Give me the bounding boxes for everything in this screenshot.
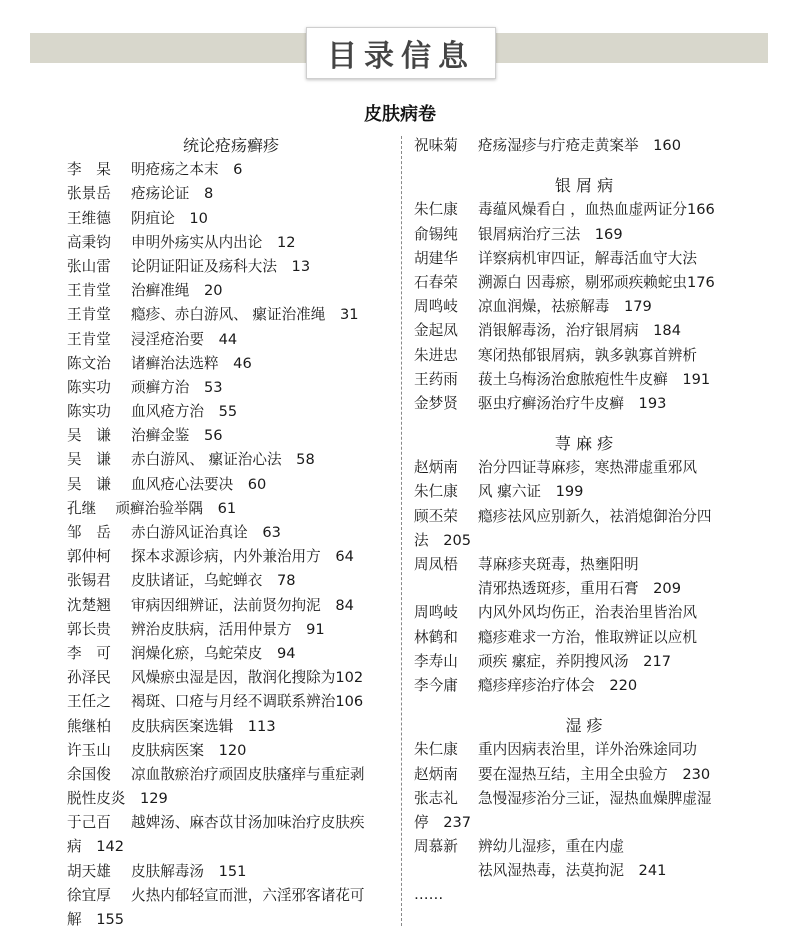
author-name: 吴 谦	[67, 451, 111, 469]
author-name: 李 可	[67, 644, 111, 662]
author-name: 胡天雄	[67, 862, 111, 880]
author-name: 赵炳南	[414, 765, 458, 783]
toc-entry[interactable]	[414, 835, 754, 859]
toc-text: 明疮疡之本末 6	[131, 161, 243, 179]
toc-entry-continued[interactable]	[67, 908, 395, 932]
author-name: 金起凤	[414, 322, 458, 340]
author-name: 周慕新	[414, 838, 458, 856]
toc-text: 消银解毒汤，治疗银屑病 184	[478, 322, 681, 340]
author-name: 熊继柏	[67, 717, 111, 735]
author-name: 周凤梧	[414, 556, 458, 573]
author-name: 胡建华	[414, 249, 458, 267]
toc-entry[interactable]	[414, 368, 754, 392]
toc-entry[interactable]	[414, 319, 754, 343]
author-name: 王肯堂	[67, 330, 111, 348]
toc-text: 辨治皮肤病，活用仲景方 91	[131, 620, 325, 638]
author-name: 沈楚翘	[67, 596, 111, 614]
left-column	[67, 134, 395, 932]
toc-entry[interactable]	[67, 376, 395, 400]
toc-entry-continued[interactable]	[414, 859, 754, 883]
author-name: 郭仲柯	[67, 548, 111, 566]
toc-text: 菝土乌梅汤治愈脓疱性牛皮癣 191	[478, 370, 711, 388]
toc-text: 褐斑、口疮与月经不调联系辨治106	[131, 693, 364, 711]
toc-entry[interactable]	[67, 207, 395, 231]
toc-entry[interactable]	[67, 811, 395, 835]
toc-text: 法 205	[414, 531, 472, 549]
toc-text: 论阴证阳证及疡科大法 13	[131, 257, 311, 275]
ellipsis: ……	[414, 886, 444, 904]
toc-text: 凉血散瘀治疗顽固皮肤瘙痒与重症剥	[131, 765, 365, 783]
toc-entry[interactable]	[414, 626, 754, 650]
column-divider	[401, 136, 402, 926]
toc-entry[interactable]	[414, 650, 754, 674]
author-name: 许玉山	[67, 741, 111, 759]
toc-entry[interactable]	[67, 303, 395, 327]
author-name: 孙泽民	[67, 669, 111, 687]
toc-entry[interactable]	[67, 473, 395, 497]
author-name: 王肯堂	[67, 282, 111, 300]
toc-text: 凉血润燥，祛瘀解毒 179	[478, 298, 652, 316]
toc-text: 急慢湿疹治分三证，湿热血燥脾虚湿	[478, 789, 712, 807]
toc-entry[interactable]	[67, 448, 395, 472]
toc-entry[interactable]	[67, 231, 395, 255]
author-name: 祝味菊	[414, 137, 458, 154]
toc-entry[interactable]	[414, 505, 754, 529]
toc-text: 赤白游风、 瘰证治心法 58	[131, 451, 315, 469]
toc-text: 顽癣方治 53	[131, 378, 223, 396]
author-name: 王药雨	[414, 370, 458, 388]
author-name: 郭长贵	[67, 620, 111, 638]
author-name: 于己百	[67, 814, 111, 832]
toc-text: 孔继 顽癣治验举隅 61	[67, 499, 237, 517]
author-name: 金梦贤	[414, 394, 458, 412]
toc-text: 驱虫疗癣汤治疗牛皮癣 193	[478, 394, 667, 412]
toc-text: 皮肤诸证，乌蛇蝉衣 78	[131, 572, 296, 590]
author-name: 王任之	[67, 693, 111, 711]
author-name: 张山雷	[67, 257, 111, 275]
toc-entry[interactable]	[67, 642, 395, 666]
section-heading: 荨 麻 疹	[554, 434, 614, 454]
header-title: 目录信息	[306, 27, 496, 79]
author-name: 陈实功	[67, 378, 111, 396]
toc-entry[interactable]	[67, 884, 395, 908]
section-heading: 湿 疹	[565, 716, 603, 736]
toc-entry[interactable]	[414, 674, 754, 698]
toc-text: 解 155	[67, 911, 125, 928]
toc-text: 皮肤病医案 120	[131, 741, 247, 759]
toc-text: 审病因细辨证，法前贤勿拘泥 84	[131, 596, 354, 614]
toc-entry[interactable]	[414, 392, 754, 416]
toc-entry[interactable]	[414, 763, 754, 787]
toc-text: 诸癣治法选粹 46	[131, 354, 252, 372]
toc-entry[interactable]	[414, 271, 754, 295]
toc-text: 瘾疹祛风应别新久，祛消熄御治分四	[478, 507, 712, 525]
toc-text: 溯源白 因毒瘀，剔邪顽疾赖蛇虫176	[478, 273, 715, 291]
toc-entry[interactable]	[67, 715, 395, 739]
toc-text: 瘾疹难求一方治，惟取辨证以应机	[478, 628, 697, 646]
toc-text: 清邪热透斑疹，重用石膏 209	[478, 580, 681, 598]
toc-text: 火热内郁轻宣而泄，六淫邪客诸花可	[131, 886, 365, 904]
toc-entry[interactable]	[414, 247, 754, 271]
author-name: 石春荣	[414, 273, 458, 291]
author-name: 赵炳南	[414, 459, 458, 477]
author-name: 徐宜厚	[67, 886, 111, 904]
toc-text: 探本求源诊病，内外兼治用方 64	[131, 548, 354, 566]
toc-entry[interactable]	[414, 480, 754, 504]
toc-entry[interactable]	[67, 424, 395, 448]
toc-entry[interactable]	[67, 400, 395, 424]
toc-text: 风燥瘀虫湿是因，散润化搜除为102	[131, 669, 364, 687]
section-heading: 银 屑 病	[554, 176, 614, 196]
toc-entry[interactable]	[67, 279, 395, 303]
toc-text: 赤白游风证治真诠 63	[131, 524, 281, 541]
author-name: 陈文治	[67, 354, 111, 372]
author-name: 王肯堂	[67, 306, 111, 324]
toc-entry[interactable]	[414, 295, 754, 319]
toc-entry[interactable]	[414, 601, 754, 625]
author-name: 李 杲	[67, 161, 111, 179]
toc-entry-continued[interactable]	[414, 577, 754, 601]
toc-text: 越婢汤、麻杏苡甘汤加味治疗皮肤疾	[131, 814, 365, 832]
toc-entry[interactable]	[67, 860, 395, 884]
toc-text: 祛风湿热毒，法莫拘泥 241	[478, 862, 667, 880]
toc-entry[interactable]	[67, 569, 395, 593]
toc-entry[interactable]	[67, 618, 395, 642]
volume-title: 皮肤病卷	[364, 104, 436, 125]
toc-text: 治分四证荨麻疹，寒热滞虚重邪风	[478, 459, 697, 477]
toc-text: 瘾疹、赤白游风、 瘰证治准绳 31	[131, 306, 359, 324]
toc-entry[interactable]	[67, 352, 395, 376]
author-name: 周鸣岐	[414, 298, 458, 316]
toc-entry[interactable]	[67, 521, 395, 545]
toc-text: 皮肤病医案选辑 113	[131, 717, 276, 735]
author-name: 张志礼	[414, 789, 458, 807]
toc-entry[interactable]	[67, 666, 395, 690]
section-heading: 统论疮疡癣疹	[182, 136, 279, 155]
toc-entry[interactable]	[67, 158, 395, 182]
toc-entry[interactable]	[67, 545, 395, 569]
toc-text: 润燥化瘀，乌蛇荣皮 94	[131, 644, 296, 662]
author-name: 俞锡纯	[414, 225, 458, 243]
toc-text: 辨幼儿湿疹，重在内虚	[478, 838, 624, 856]
toc-text: 阴疽论 10	[131, 209, 208, 227]
toc-text: 皮肤解毒汤 151	[131, 862, 247, 880]
author-name: 张锡君	[67, 572, 111, 590]
toc-text: 疮疡湿疹与疔疮走黄案举 160	[478, 137, 681, 154]
toc-entry[interactable]	[414, 223, 754, 247]
toc-text: 风 瘰六证 199	[478, 483, 584, 501]
author-name: 王维德	[67, 209, 111, 227]
toc-text: 疮疡论证 8	[131, 185, 214, 203]
author-name: 陈实功	[67, 403, 111, 421]
toc-text: 内风外风均伤正，治表治里皆治风	[478, 604, 697, 622]
author-name: 张景岳	[67, 185, 111, 203]
toc-text: 治癣准绳 20	[131, 282, 223, 300]
toc-text: 停 237	[414, 813, 472, 831]
author-name: 周鸣岐	[414, 604, 458, 622]
toc-entry[interactable]	[67, 182, 395, 206]
toc-entry[interactable]	[414, 787, 754, 811]
toc-entry[interactable]	[414, 553, 754, 577]
toc-entry-continued[interactable]	[67, 787, 395, 811]
toc-entry[interactable]	[67, 690, 395, 714]
author-name: 林鹤和	[414, 628, 458, 646]
toc-text: 重内因病表治里，详外治殊途同功	[478, 741, 697, 759]
toc-entry[interactable]	[414, 344, 754, 368]
author-name: 朱仁康	[414, 201, 458, 219]
author-name: 高秉钧	[67, 233, 111, 251]
author-name: 李今庸	[414, 676, 458, 694]
right-column	[414, 134, 754, 908]
toc-text: 血风疮心法要决 60	[131, 475, 267, 493]
toc-entry[interactable]	[67, 739, 395, 763]
toc-entry[interactable]	[414, 198, 754, 222]
toc-text: 顽疾 瘰症，养阴搜风汤 217	[478, 652, 672, 670]
author-name: 朱进忠	[414, 346, 458, 364]
author-name: 吴 谦	[67, 475, 111, 493]
toc-entry[interactable]	[67, 255, 395, 279]
toc-entry[interactable]	[414, 134, 754, 158]
toc-entry[interactable]	[67, 763, 395, 787]
toc-entry-continued[interactable]	[67, 835, 395, 859]
toc-entry-continued[interactable]	[414, 529, 754, 553]
toc-entry[interactable]	[67, 497, 395, 521]
toc-text: 瘾疹痒疹治疗体会 220	[478, 676, 638, 694]
toc-text: 要在湿热互结，主用全虫验方 230	[478, 765, 711, 783]
toc-text: 病 142	[67, 838, 125, 856]
toc-entry[interactable]	[67, 328, 395, 352]
toc-text: 治癣金鉴 56	[131, 427, 223, 445]
toc-text: 毒蕴风燥看白 ，血热血虚两证分166	[478, 201, 715, 219]
author-name: 余国俊	[67, 765, 111, 783]
author-name: 邹 岳	[67, 524, 111, 541]
toc-text: 寒闭热郁银屑病，孰多孰寡首辨析	[478, 346, 697, 364]
toc-text: 荨麻疹夹斑毒，热壅阳明	[478, 556, 639, 573]
toc-entry-continued[interactable]	[414, 811, 754, 835]
author-name: 吴 谦	[67, 427, 111, 445]
toc-entry[interactable]	[414, 738, 754, 762]
toc-entry[interactable]	[414, 456, 754, 480]
toc-text: 申明外疡实从内出论 12	[131, 233, 296, 251]
author-name: 顾丕荣	[414, 507, 458, 525]
toc-text: 浸淫疮治要 44	[131, 330, 238, 348]
author-name: 朱仁康	[414, 741, 458, 759]
toc-text: 血风疮方治 55	[131, 403, 238, 421]
author-name: 李寿山	[414, 652, 458, 670]
toc-entry[interactable]	[67, 594, 395, 618]
toc-text: 银屑病治疗三法 169	[478, 225, 623, 243]
author-name: 朱仁康	[414, 483, 458, 501]
toc-text: 脱性皮炎 129	[67, 790, 168, 808]
toc-text: 详察病机审四证，解毒活血守大法	[478, 249, 697, 267]
